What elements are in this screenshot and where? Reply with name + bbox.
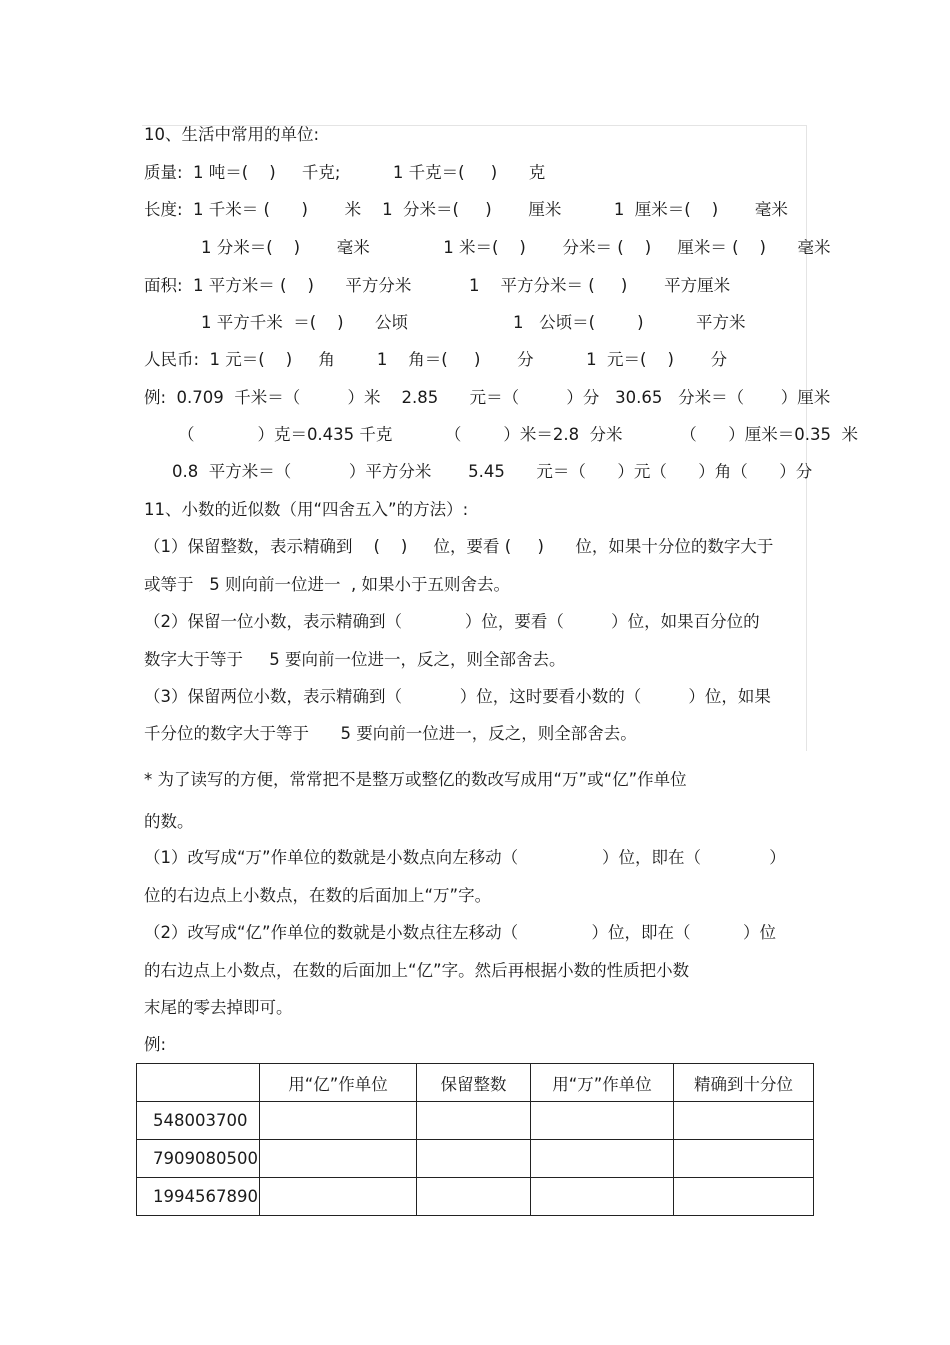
rule-1-line-2: 或等于 5 则向前一位进一 , 如果小于五则舍去。 [144,575,510,594]
note-line-2: 的数。 [144,812,194,831]
table-row [137,1178,814,1216]
table-cell[interactable] [531,1140,674,1178]
table-header-cell: 用“亿”作单位 [260,1064,417,1102]
heading-10: 10、生活中常用的单位: [144,125,320,144]
table-row [137,1140,814,1178]
heading-11: 11、小数的近似数（用“四舍五入”的方法）: [144,500,469,519]
note-line-1: * 为了读写的方便，常常把不是整万或整亿的数改写成用“万”或“亿”作单位 [144,770,687,789]
rule-1-line-1: （1）保留整数，表示精确到 ( ) 位，要看 ( ) 位，如果十分位的数字大于 [144,537,774,556]
yi-rule-line-2: 的右边点上小数点，在数的后面加上“亿”字。然后再根据小数的性质把小数 [144,961,690,980]
example-line-3: 0.8 平方米＝（ ）平方分米 5.45 元＝（ ）元（ ）角（ ）分 [172,462,813,481]
table-cell[interactable] [260,1178,417,1216]
table-cell[interactable] [260,1102,417,1140]
table-cell[interactable] [674,1140,814,1178]
table-cell[interactable] [417,1178,531,1216]
table-cell[interactable] [674,1178,814,1216]
length-line-1: 长度: 1 千米＝ ( ) 米 1 分米＝( ) 厘米 1 厘米＝( ) 毫米 [144,200,788,219]
table-cell: 7909080500 [137,1140,260,1178]
yi-rule-line-1: （2）改写成“亿”作单位的数就是小数点往左移动（ ）位，即在（ ）位 [144,923,776,942]
table-cell[interactable] [417,1140,531,1178]
table-cell: 1994567890 [137,1178,260,1216]
area-line-2: 1 平方千米 ＝( ) 公顷 1 公顷＝( ) 平方米 [201,313,746,332]
example-label: 例: [144,1035,167,1054]
table-header-cell: 精确到十分位 [674,1064,814,1102]
rule-2-line-2: 数字大于等于 5 要向前一位进一，反之，则全部舍去。 [144,650,566,669]
table-cell[interactable] [531,1178,674,1216]
wan-rule-line-2: 位的右边点上小数点，在数的后面加上“万”字。 [144,886,492,905]
money-line: 人民币: 1 元＝( ) 角 1 角＝( ) 分 1 元＝( ) 分 [144,350,728,369]
rule-3-line-2: 千分位的数字大于等于 5 要向前一位进一，反之，则全部舍去。 [144,724,637,743]
mass-line: 质量: 1 吨＝( ) 千克; 1 千克＝( ) 克 [144,163,546,182]
area-line-1: 面积: 1 平方米＝ ( ) 平方分米 1 平方分米＝ ( ) 平方厘米 [144,276,731,295]
table-cell[interactable] [674,1102,814,1140]
rule-2-line-1: （2）保留一位小数，表示精确到（ ）位，要看（ ）位，如果百分位的 [144,612,760,631]
yi-rule-line-3: 末尾的零去掉即可。 [144,998,293,1017]
table-cell[interactable] [531,1102,674,1140]
table-row [137,1102,814,1140]
table-header-row [137,1064,814,1102]
rule-3-line-1: （3）保留两位小数，表示精确到（ ）位，这时要看小数的（ ）位，如果 [144,687,771,706]
table-header-cell [137,1064,260,1102]
example-table [136,1063,814,1216]
table-cell[interactable] [260,1140,417,1178]
wan-rule-line-1: （1）改写成“万”作单位的数就是小数点向左移动（ ）位，即在（ ） [144,848,786,867]
example-line-1: 例: 0.709 千米＝（ ）米 2.85 元＝（ ）分 30.65 分米＝（ ）厘米 [144,388,831,407]
example-line-2: （ ）克＝0.435 千克 （ ）米＝2.8 分米 （ ）厘米＝0.35 米 [178,425,858,444]
table-header-cell: 保留整数 [417,1064,531,1102]
length-line-2: 1 分米＝( ) 毫米 1 米＝( ) 分米＝ ( ) 厘米＝ ( ) 毫米 [201,238,831,257]
table-header-cell: 用“万”作单位 [531,1064,674,1102]
table-cell[interactable] [417,1102,531,1140]
table-cell: 548003700 [137,1102,260,1140]
